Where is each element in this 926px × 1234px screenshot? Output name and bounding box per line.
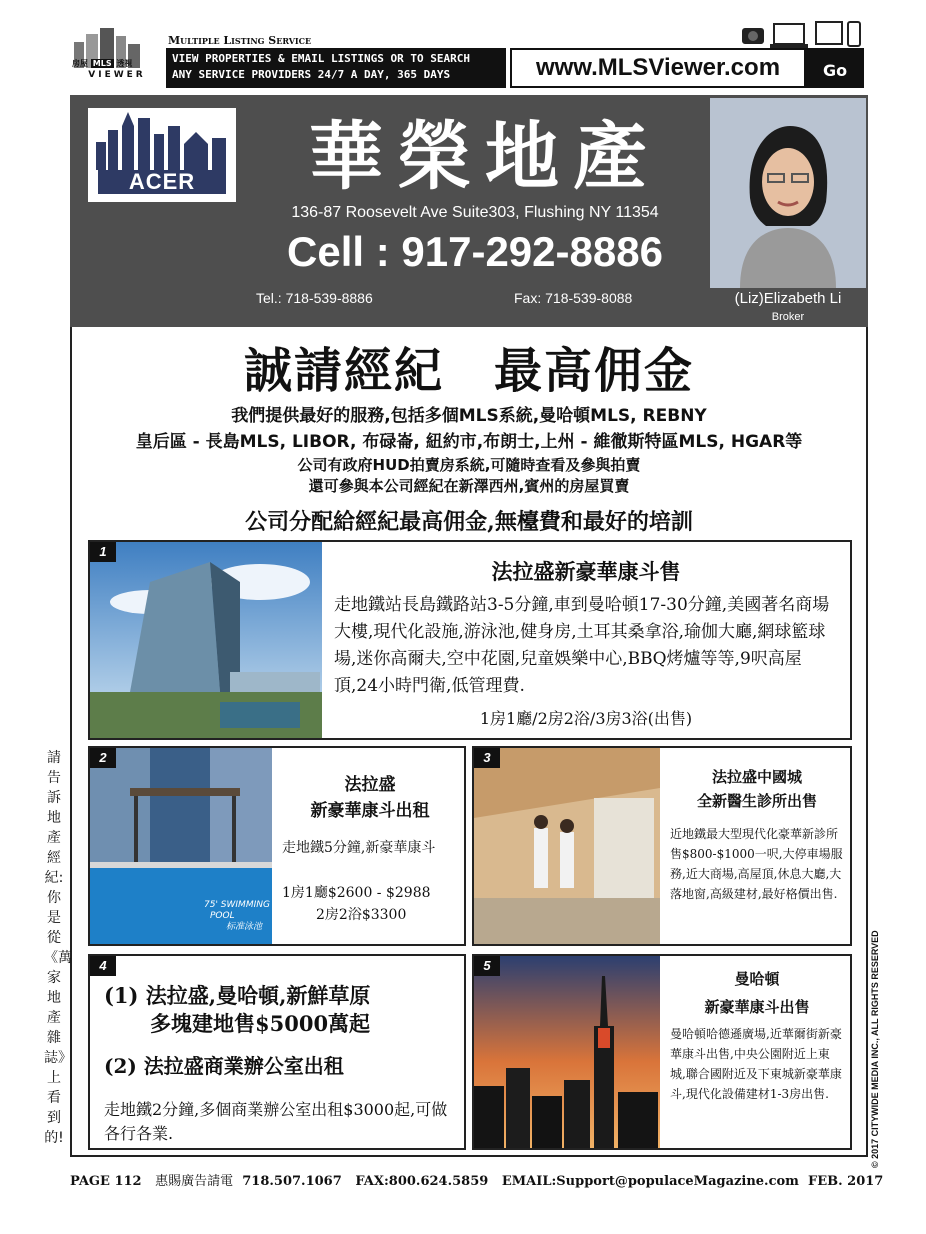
agent-name: (Liz)Elizabeth Li: [734, 290, 842, 307]
panel-4-body: 走地鐵2分鐘,多個商業辦公室出租$3000起,可做各行各業.: [104, 1100, 448, 1143]
office-address: 136-87 Roosevelt Ave Suite303, Flushing NY 11354: [291, 204, 659, 221]
footer-email[interactable]: EMAIL:Support@populaceMagazine.com: [501, 1174, 799, 1189]
copyright-text: © 2017 CITYWIDE MEDIA INC., ALL RIGHTS RESERVED: [870, 930, 880, 1168]
footer-date: FEB. 2017: [807, 1174, 884, 1189]
pool-sign-line-1: 75' SWIMMING: [204, 900, 270, 910]
panel-5-title-1: 曼哈頓: [734, 970, 780, 988]
intro-line-3: 公司有政府HUD拍賣房系統,可隨時查看及參與拍賣: [297, 456, 641, 474]
listing-panel-4[interactable]: [88, 954, 466, 1150]
business-name: 華榮地產: [309, 114, 661, 200]
skyline-icon: [88, 108, 236, 170]
logo-caption: VIEWER: [88, 70, 146, 80]
intro-line-4: 還可參與本公司經紀在新澤西州,賓州的房屋買賣: [308, 477, 630, 495]
strip-line-1: VIEW PROPERTIES & EMAIL LISTINGS OR TO SEARCH: [172, 52, 471, 65]
pool-sign-line-3: 标准泳池: [226, 922, 263, 932]
cell-phone: Cell : 917-292-8886: [287, 228, 663, 275]
devices-icon: [740, 20, 865, 50]
panel-2-title-1: 法拉盛: [344, 775, 396, 795]
mls-strip: [166, 48, 506, 88]
panel-3-body: 近地鐵最大型現代化豪華新診所售$800-$1000一呎,大停車場服務,近大商場,高屋頂,休息大廳,大落地窗,高級建材,最好格價出售.: [670, 827, 843, 901]
panel-1-body: 走地鐵站長島鐵路站3-5分鐘,車到曼哈頓17-30分鐘,美國著名商場大樓,現代化設施,游泳池,健身房,土耳其桑拿浴,瑜伽大廳,網球籃球場,迷你高爾夫,空中花園,兒童娛樂中心,BBQ烤爐等等,9呎高屋頂,24小時門衛,低管理費.: [334, 595, 830, 696]
portrait-image: [710, 98, 866, 288]
listing-panel-1[interactable]: [88, 540, 852, 740]
copyright-vertical: [856, 930, 886, 1170]
intro-line-1: 我們提供最好的服務,包括多個MLS系統,曼哈頓MLS, REBNY: [231, 406, 707, 426]
logo-text-mid: MLS: [92, 59, 112, 68]
panel-number-3: 3: [474, 748, 500, 768]
logo-text-right: 透視: [116, 59, 133, 68]
manhattan-skyline-image: [474, 956, 660, 1148]
listing-panel-3[interactable]: [472, 746, 852, 946]
pool-sign-line-2: POOL: [210, 911, 235, 921]
panel-2-price-2: 2房2浴$3300: [316, 907, 407, 923]
agent-role: Broker: [771, 311, 805, 323]
panel-3-title-2: 全新醫生診所出售: [696, 792, 817, 810]
pool-sign: [204, 900, 270, 933]
panel-2-price-1: 1房1廳$2600 - $2988: [282, 885, 431, 901]
go-button[interactable]: Go: [806, 48, 864, 88]
panel-number-2: 2: [90, 748, 116, 768]
strip-line-2: ANY SERVICE PROVIDERS 24/7 A DAY, 365 DAYS: [172, 68, 451, 81]
footer-phone: 718.507.1067: [242, 1174, 342, 1189]
acer-label: ACER: [98, 170, 226, 194]
recruit-headline: 誠請經紀 最高佣金: [243, 343, 694, 399]
side-note-left: 請告訴地產經紀:你是從《萬家地產雜誌》上看到的!: [44, 750, 72, 1146]
panel-4-item-1-line-1: (1) 法拉盛,曼哈頓,新鮮草原: [104, 983, 371, 1008]
panel-number-1: 1: [90, 542, 116, 562]
mls-title: Multiple Listing Service: [168, 34, 312, 47]
panel-5-body: 曼哈頓哈德遜廣場,近華爾街新豪華康斗出售,中央公園附近上東城,聯合國附近及下東城新豪華康斗,現代化設備建材1-3房出售.: [670, 1027, 842, 1101]
acer-logo: [88, 108, 236, 202]
panel-1-units: 1房1廳/2房2浴/3房3浴(出售): [479, 709, 693, 728]
panel-number-5: 5: [474, 956, 500, 976]
fax-number: Fax: 718-539-8088: [514, 290, 633, 306]
footer-page: PAGE 112: [70, 1174, 142, 1189]
intro-line-2: 皇后區 - 長島MLS, LIBOR, 布碌崙, 紐約市,布朗士,上州 - 維徹斯特區MLS, HGAR等: [135, 432, 803, 452]
panel-1-title: 法拉盛新豪華康斗售: [491, 559, 681, 584]
mls-url-link[interactable]: www.MLSViewer.com: [510, 48, 806, 88]
listing-panel-5[interactable]: [472, 954, 852, 1150]
condo-tower-image: [90, 542, 322, 738]
footer: [70, 1170, 884, 1189]
panel-4-item-2: (2) 法拉盛商業辦公室出租: [104, 1054, 344, 1078]
panel-4-item-1-line-2: 多塊建地售$5000萬起: [150, 1011, 371, 1036]
logo-text-left: 房屋: [72, 59, 88, 68]
panel-2-body: 走地鐵5分鐘,新豪華康斗: [282, 840, 436, 856]
clinic-image: [474, 748, 660, 944]
listing-panel-2[interactable]: [88, 746, 466, 946]
panel-5-title-2: 新豪華康斗出售: [704, 998, 810, 1016]
footer-ad-call: 惠賜廣告請電: [155, 1174, 234, 1189]
panel-3-title-1: 法拉盛中國城: [711, 768, 802, 786]
agent-photo: [710, 98, 866, 288]
footer-fax: FAX:800.624.5859: [355, 1174, 489, 1189]
panel-number-4: 4: [90, 956, 116, 976]
tel-phone: Tel.: 718-539-8886: [256, 290, 373, 306]
panel-2-title-2: 新豪華康斗出租: [310, 801, 430, 821]
intro-line-5: 公司分配給經紀最高佣金,無檯費和最好的培訓: [245, 509, 693, 535]
